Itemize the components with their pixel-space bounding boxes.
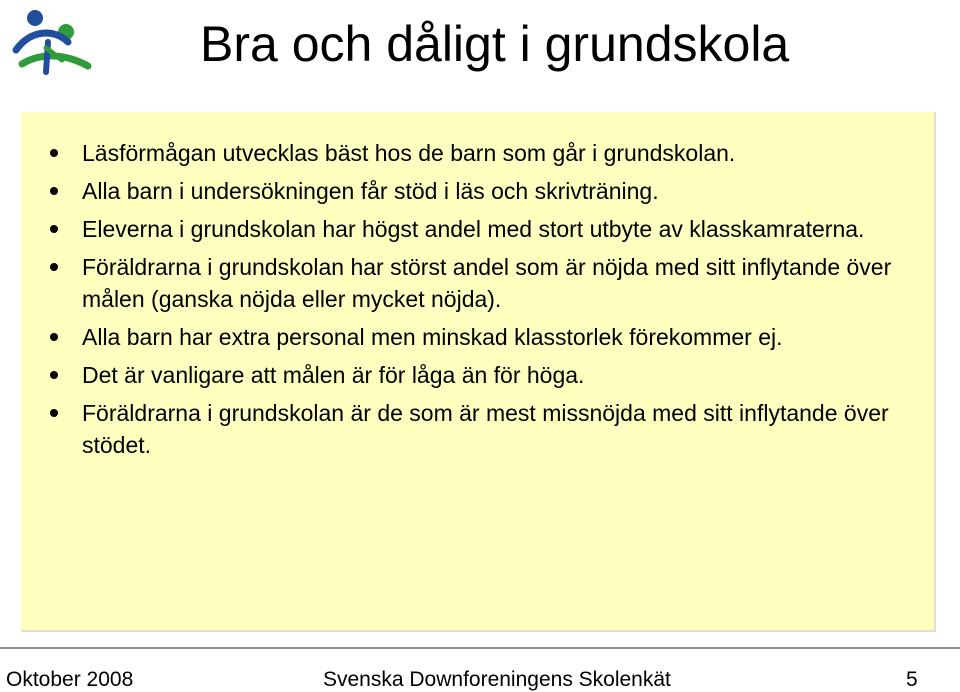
bullet-text: Föräldrarna i grundskolan är de som är mest missnöjda med sitt inflytande över stödet. [82,400,889,458]
bullet-icon [50,149,58,157]
logo-head-blue [27,10,43,26]
bullet-item [44,397,934,461]
bullet-icon [50,409,58,417]
bullet-icon [50,371,58,379]
footer-organization: Svenska Downforeningens Skolenkät [323,668,671,691]
bullet-icon [50,187,58,195]
bullet-icon [50,263,58,271]
bullet-text: Alla barn i undersökningen får stöd i läs och skrivträning. [82,178,659,204]
bullet-text: Det är vanligare att målen är för låga än för höga. [82,362,585,388]
bullet-text: Läsförmågan utvecklas bäst hos de barn som går i grundskolan. [82,140,736,166]
bullet-text: Eleverna i grundskolan har högst andel med stort utbyte av klasskamraterna. [82,216,865,242]
bullet-item [44,213,934,245]
bullet-item [44,321,934,353]
bullet-text: Alla barn har extra personal men minskad klasstorlek förekommer ej. [82,324,783,350]
bullet-list [44,137,934,461]
slide-title: Bra och dåligt i grundskola [200,16,790,72]
logo-arc-blue [16,33,68,50]
bullet-icon [50,225,58,233]
bullet-text: Föräldrarna i grundskolan har störst andel som är nöjda med sitt inflytande över målen (ganska nöjda eller mycket nöjda). [82,254,892,312]
footer-page-number: 5 [906,668,918,691]
footer-date: Oktober 2008 [6,668,134,691]
footer-divider [0,647,960,649]
bullet-item [44,359,934,391]
bullet-item [44,251,934,315]
bullet-item [44,137,934,169]
bullet-icon [50,333,58,341]
organization-logo [2,2,102,82]
bullet-item [44,175,934,207]
